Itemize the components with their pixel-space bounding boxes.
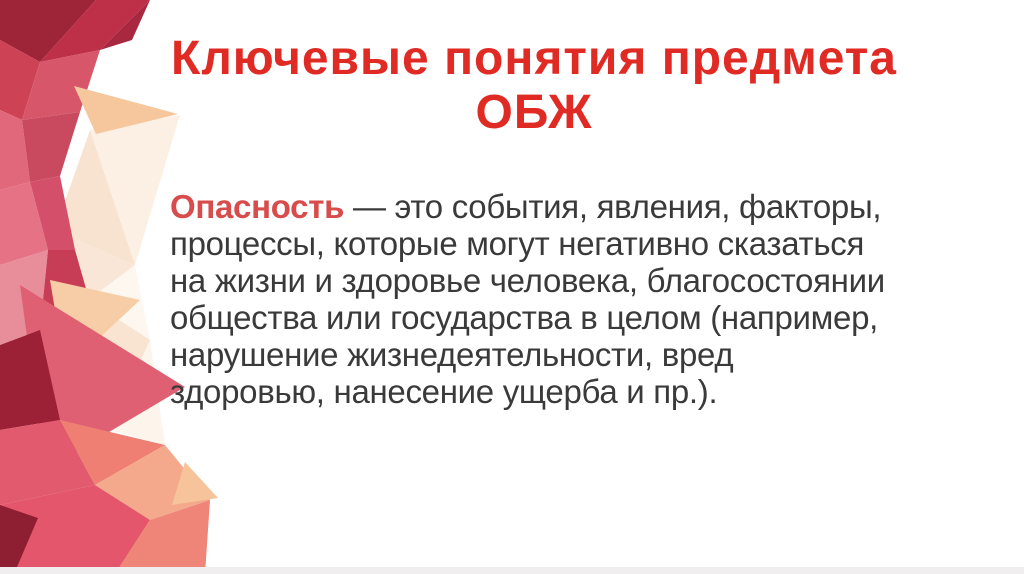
- definition-term: Опасность: [170, 188, 345, 225]
- definition-paragraph: [170, 188, 1015, 410]
- definition-line: нарушение жизнедеятельности, вред: [170, 336, 734, 373]
- page-title: [44, 32, 1024, 140]
- page-title-line1: Ключевые понятия предмета: [171, 32, 897, 85]
- definition-line: на жизни и здоровье человека, благосостоянии: [170, 262, 885, 299]
- definition-line: общества или государства в целом (например,: [170, 299, 879, 336]
- definition-line: процессы, которые могут негативно сказаться: [170, 225, 865, 262]
- bottom-strip-divider: [0, 567, 1024, 574]
- page-title-line2: ОБЖ: [475, 86, 593, 139]
- definition-line: здоровью, нанесение ущерба и пр.).: [170, 373, 718, 410]
- definition-line1-rest: — это события, явления, факторы,: [344, 188, 882, 225]
- definition-line: [170, 188, 1015, 225]
